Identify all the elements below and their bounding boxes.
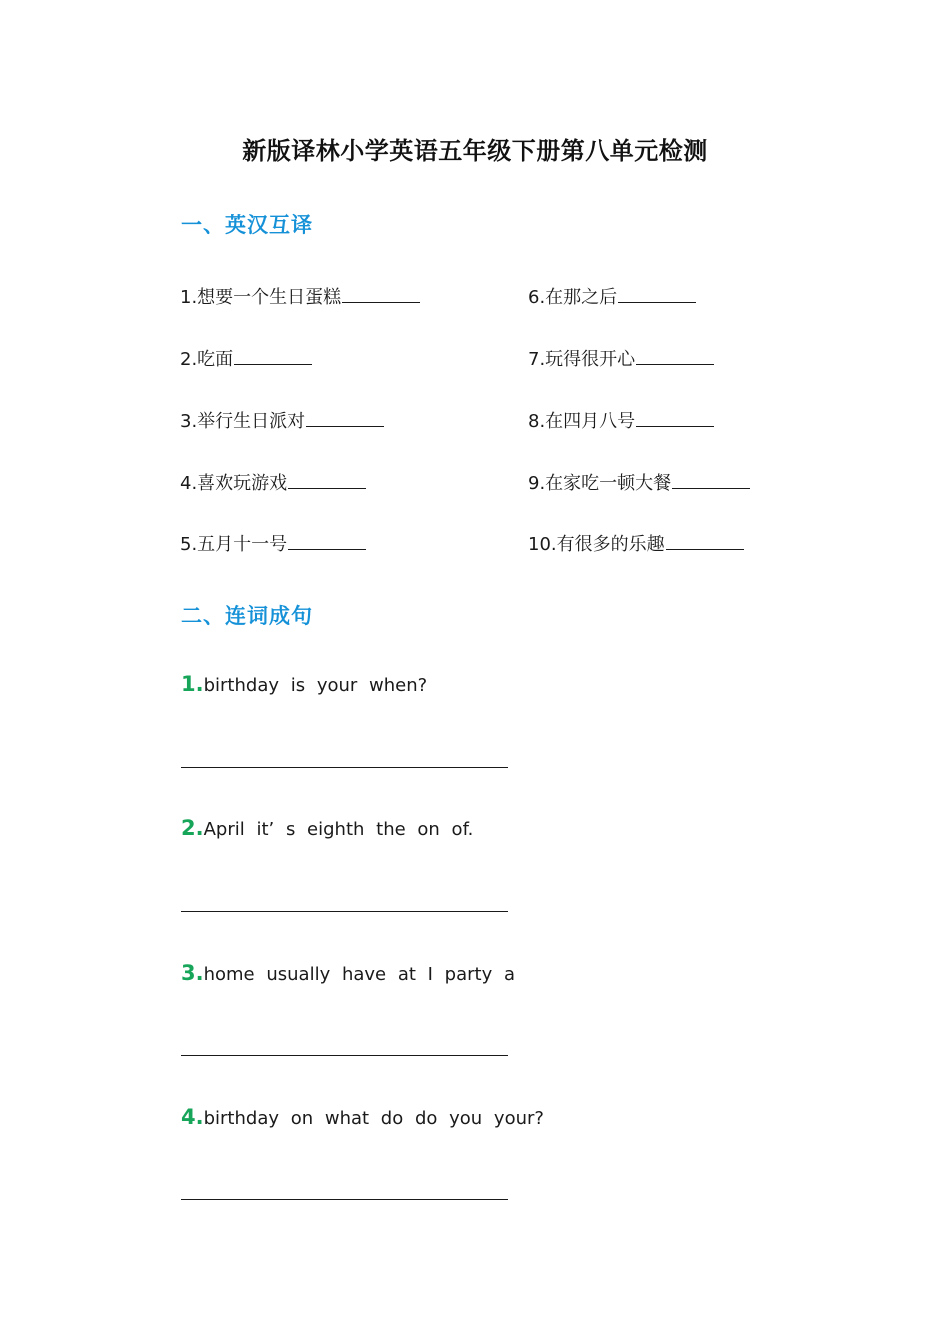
vocab-text: 4.喜欢玩游戏 [180, 473, 288, 494]
question-text: home usually have at I party a [203, 964, 515, 985]
answer-blank[interactable] [306, 410, 384, 427]
vocab-text: 5.五月十一号 [180, 534, 288, 555]
vocab-item [528, 407, 714, 433]
vocab-item [180, 469, 366, 495]
answer-blank[interactable] [636, 348, 714, 365]
question-line [181, 672, 427, 696]
answer-blank[interactable] [342, 286, 420, 303]
question-number: 1. [181, 672, 204, 696]
question-number: 4. [181, 1105, 204, 1129]
question-text: birthday on what do do you your? [203, 1108, 544, 1129]
vocab-text: 7.玩得很开心 [528, 349, 636, 370]
question-text: April it’ s eighth the on of. [203, 819, 474, 840]
vocab-item [528, 469, 750, 495]
section-heading-translation: 一、英汉互译 [181, 213, 313, 237]
question-text: birthday is your when? [203, 675, 428, 696]
vocab-text: 10.有很多的乐趣 [528, 534, 665, 555]
vocab-item [180, 530, 366, 556]
vocab-text: 8.在四月八号 [528, 411, 636, 432]
answer-blank[interactable] [672, 472, 750, 489]
vocab-text: 9.在家吃一顿大餐 [528, 473, 672, 494]
answer-blank[interactable] [636, 410, 714, 427]
page-title: 新版译林小学英语五年级下册第八单元检测 [242, 137, 708, 165]
answer-line[interactable] [181, 911, 508, 912]
vocab-item [180, 345, 312, 371]
answer-line[interactable] [181, 1199, 508, 1200]
question-line [181, 1105, 544, 1129]
answer-line[interactable] [181, 1055, 508, 1056]
question-number: 3. [181, 961, 204, 985]
section-heading-sentence-building: 二、连词成句 [181, 604, 313, 628]
answer-blank[interactable] [288, 472, 366, 489]
vocab-item [528, 345, 714, 371]
answer-blank[interactable] [288, 533, 366, 550]
answer-blank[interactable] [234, 348, 312, 365]
vocab-item [528, 283, 696, 309]
question-line [181, 816, 473, 840]
vocab-text: 2.吃面 [180, 349, 234, 370]
answer-blank[interactable] [618, 286, 696, 303]
question-number: 2. [181, 816, 204, 840]
vocab-item [180, 407, 384, 433]
vocab-text: 1.想要一个生日蛋糕 [180, 287, 342, 308]
answer-line[interactable] [181, 767, 508, 768]
vocab-item [528, 530, 744, 556]
question-line [181, 961, 515, 985]
vocab-text: 3.举行生日派对 [180, 411, 306, 432]
vocab-item [180, 283, 420, 309]
vocab-text: 6.在那之后 [528, 287, 618, 308]
answer-blank[interactable] [666, 533, 744, 550]
